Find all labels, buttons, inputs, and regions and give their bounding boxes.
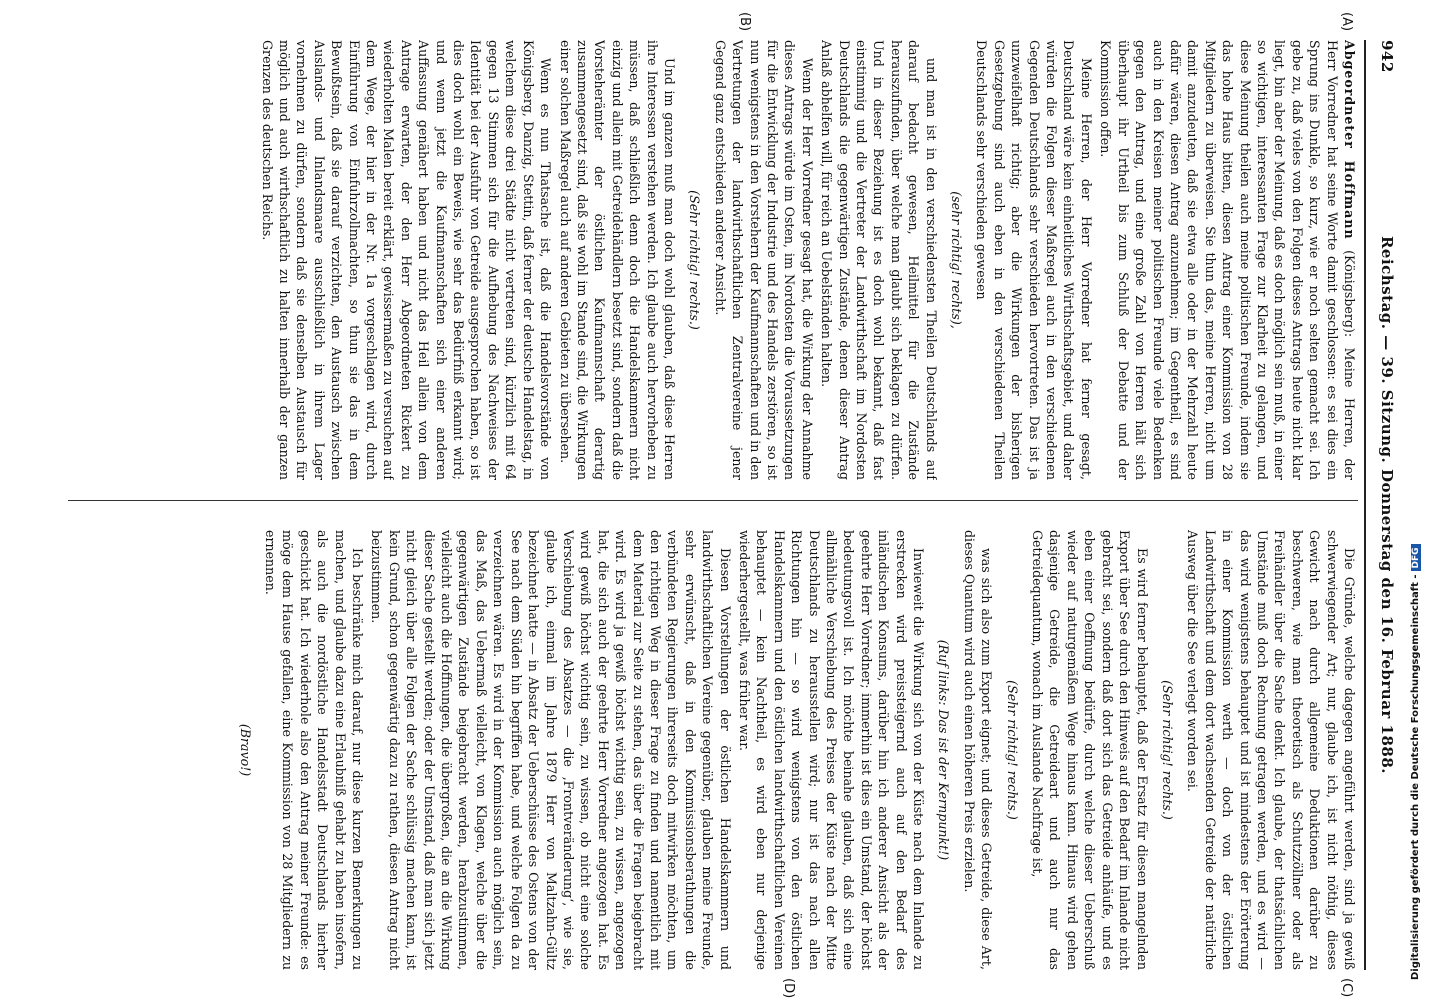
text-paragraph: Wenn es nun Thatsache ist, daß die Handelsvorstände von Königsberg, Danzig, Stettin, daß ferner der deutsche Handelstag, in welchem diese drei Städte nicht vertreten sind, kürzlich mit 64 gegen 13 Stimmen sich für die Aufhebung des Nachweises der Identität bei der Ausfuhr von Getreide ausgesprochen haben, so ist dies doch wohl ein Beweis, wie sehr das Bedürfniß erkannt wird; und wenn jetzt die Kaufmannschaften sich einer anderen Auffassung genähert haben und nicht das Heil allein von dem Antrage erwarten, der den Herr Abgeordneten Rickert zu wiederholten Malen bereit erklärt, gewissermaßen zu versuchen auf dem Wege, der hier in der Nr. 1a vorgeschlagen wird, durch Einführung von Einfuhrzollmachten, so thun sie das in dem Bewußtsein, daß sie darauf verzichten, den Austausch zwischen Auslands- und Inlandsmaare ausschließlich in ihrem Lager vornehmen zu dürfen, sondern daß sie denselben Austausch für möglich und auch wirthschaftlich zu halten innerhalb der ganzen Grenzen des deutschen Reichs. — [259, 40, 554, 480]
right-column — [68, 530, 1358, 970]
credit-text: Digitalisierung gefördert durch die Deutsche Forschungsgemeinschaft - — [1410, 574, 1421, 980]
interjection: (Sehr richtig! rechts.) — [687, 190, 703, 330]
speech-text: (Königsberg): Meine Herren, der Herr Vorredner hat seine Worte damit geschlossen: es sei dies ein Sprung ins Dunkle, so kurz, wie er noch selten gemacht sei. Ich gebe zu, daß vieles von den Folgen dieses Antrags heute nicht klar liegt, bin aber der Meinung, daß es doch möglich sein muß, in einer so wichtigen, interessanten Frage zur Klarheit zu gelangen, und diese Meinung theilen auch meine politischen Freunde, indem sie das hohe Haus bitten, diesen Antrag einer Kommission von 28 Mitgliedern zu überweisen. Sie thun das, meine Herren, nicht um damit anzudeuten, daß sie etwa alle oder in der Mehrzahl heute dafür wären, diesen Antrag anzunehmen; im Gegentheil, es sind auch in den Kreisen meiner politischen Freunde viele Bedenken gegen den Antrag, und eine große Zahl von Herren hält sich überhaupt ihr Urtheil bis zum Schluß der Debatte und der Kommission offen. — [1098, 40, 1357, 480]
text-paragraph: Und im ganzen muß man doch wohl glauben, daß diese Herren ihre Interessen verstehen werden. Ich glaube auch hervorheben zu müssen, daß schließlich denn doch die Handelskammern nicht einzig und allein mit Getreidehändlern besetzt sind, sondern daß die Vorsteherämter der östlichen Kaufmannschaft derartig zusammengesetzt sind, daß sie wohl im Stande sind, die Wirkungen einer solchen Maßregel auch auf anderen Gebieten zu übersehen. — [557, 40, 677, 480]
margin-mark-c: (C) — [1339, 978, 1354, 998]
page-header — [1368, 40, 1396, 970]
margin-mark-a: (A) — [1339, 12, 1354, 32]
interjection: (Bravo!) — [237, 723, 253, 777]
header-rule — [1364, 40, 1366, 970]
margin-mark-d: (D) — [781, 978, 796, 999]
text-paragraph: Meine Herren, der Herr Vorredner hat ferner gesagt, Deutschland wäre kein einheitliches Wirthschaftsgebiet, und daher würden die Folgen dieser Maßregel auch in den verschiedenen Gegenden Deutschlands sehr verschieden hervortreten. Das ist ja unzweifelhaft richtig; aber die Wirkungen der bisherigen Gesetzgebung sind auch eben in den verschiedenen Theilen Deutschlands sehr verschieden gewesen — [974, 40, 1094, 480]
interjection: (Sehr richtig! rechts.) — [1159, 680, 1175, 820]
interjection: (Ruf links: Das ist der Kernpunkt!) — [936, 639, 952, 861]
speaker-name: Abgeordneter Hoffmann — [1342, 40, 1357, 240]
page-title: Reichstag. — 39. Sitzung. Donnerstag den 16. Februar 1888. — [1378, 235, 1396, 775]
text-paragraph: Diesen Vorstellungen der östlichen Handelskammern und landwirthschaftlichen Vereine gegenüber, glauben meine Freunde, sehr erwünscht, daß in den Kommissionsberathungen die verbündeten Regierungen ihrerseits doch mitwirken möchten, um den richtigen Weg in dieser Frage zu finden und namentlich mit dem Material zur Seite zu stehen, das über die Fragen beigebracht wird. Es wird ja gewiß höchst wichtig sein, zu wissen, angezogen hat, die sich auch der geehrte Herr Vorredner angezogen hat. Es wird gewiß höchst wichtig sein, zu wissen, ob nicht eine solche Verschiebung des Absatzes — die ‚Frontveränderung‘, wie sie, glaube ich, einmal im Jahre 1879 Herr von Maltzahn-Gültz bezeichnet hatte — in Absatz der Ueberschüsse des Ostens von der See nach dem Süden hin begriffen habe, und welche Folgen da zu verzeichnen wären. Es wird in der Kommission auch möglich sein, das Maß, das Uebermaß vielleicht, von Klagen, welche über die gegenwärtigen Zustände beigebracht werden, herabzustimmen, vielleicht auch die Hoffnungen, die übergroßen, die an die Wirkung dieser Sache gestellt werden; oder der Umstand, daß man sich jetzt nicht gleich über alle Folgen der Sache schlüssig machen kann, ist kein Grund, schon gegenwärtig dazu zu rathen, diesen Antrag nicht beizustimmen. — [369, 530, 733, 970]
text-paragraph: Wenn der Herr Vorredner gesagt hat, die Wirkung der Annahme dieses Antrags würde im Osten, im Nordosten die Voraussetzungen für die Entwicklung der Industrie und des Handels zerstören, so ist nun wenigstens in den Vorstehern der Kaufmannschaften und in den Vertretungen der landwirthschaftlichen Zentralvereine jener Gegend ganz entschieden anderer Ansicht. — [712, 40, 815, 480]
text-paragraph: was sich also zum Export eignet; und dieses Getreide, diese Art, dieses Quantum wird auch einen höheren Preis erzielen. — [961, 530, 995, 970]
margin-mark-b: (B) — [737, 12, 752, 32]
digitization-credit — [1410, 40, 1430, 980]
text-paragraph: Inwieweit die Wirkung sich von der Küste nach dem Inlande zu erstrecken wird preissteigernd auch auf den Bedarf des inländischen Konsums, darüber hin ich anderer Ansicht als der geehrte Herr Vorredner; immerhin ist dies ein Umstand, der höchst bedeutungsvoll ist. Ich möchte beinahe glauben, daß sich eine allmähliche Verschiebung des Preises der Küste nach der Mitte Deutschlands zu herausstellen wird; nur ist das nach allen Richtungen hin — so wird wenigstens von den östlichen Handelskammern und den östlichen landwirthschaftlichen Vereinen behauptet — kein Nachtheil, es wird eben nur derjenige wiederhergestellt, was früher war. — [737, 530, 927, 970]
speech-paragraph — [1097, 40, 1358, 480]
text-paragraph: Die Gründe, welche dagegen angeführt werden, sind ja gewiß schwerwiegender Art; nur, glaube ich, ist nicht nöthig, dieses Gewicht nach durch allgemeine Deduktionen darüber zu beschweren, wie man theoretisch als Schutzzöllner oder als Freihändler über die Sache denkt. Ich glaube, der thatsächlichen Umstände muß doch Rechnung getragen werden, und es wird — das wird wenigstens behauptet und ist mindestens der Erörterung in einer Kommission werth — doch von der östlichen Landwirthschaft und dem dort wachsenden Getreide der natürliche Ausweg über die See verlegt worden sei. — [1185, 530, 1357, 970]
text-paragraph: und man ist in den verschiedensten Theilen Deutschlands auf darauf bedacht gewesen, Heilmittel für die Zustände herauszufinden, über welche man glaubt sich beklagen zu dürfen. Und in dieser Beziehung ist es doch wohl bekannt, daß fast einstimmig und die Vertreter der Landwirthschaft im Nordosten Deutschlands die gegenwärtigen Zustände, denen dieser Antrag Anlaß abhelfen will, für reich an Uebelständen halten. — [819, 40, 939, 480]
text-paragraph: Es wird ferner behauptet, daß der Ersatz für diesen mangelnden Export über See durch den Hinweis auf den Bedarf im Inlande nicht gebracht sei, sondern daß dort sich das Getreide anhäufe, und es eben einer Oeffnung bedürfe, durch welche dieser Ueberschuß wieder auf naturgemäßem Wege hinaus kann. Hinaus wird gehen dasjenige Getreide, die Getreideart und auch nur das Getreidequantum, wonach im Auslande Nachfrage ist, — [1030, 530, 1150, 970]
interjection: (Sehr richtig! rechts.) — [1004, 680, 1020, 820]
text-paragraph: Ich beschränke mich darauf, nur diese kurzen Bemerkungen zu machen, und glaube dazu eine Erlaubniß gehabt zu haben insofern, als auch die nordöstliche Handelsstadt Deutschlands hierher geschickt hat. Ich wiederhole also den Antrag meiner Freunde: es möge dem Hause gefallen, eine Kommission von 28 Mitgliedern zu ernennen. — [263, 530, 366, 970]
interjection: (sehr richtig! rechts), — [949, 191, 965, 329]
left-column — [68, 40, 1358, 480]
page-number: 942 — [1378, 40, 1396, 73]
column-divider — [68, 500, 1358, 501]
dfg-logo: DFG — [1411, 544, 1421, 571]
